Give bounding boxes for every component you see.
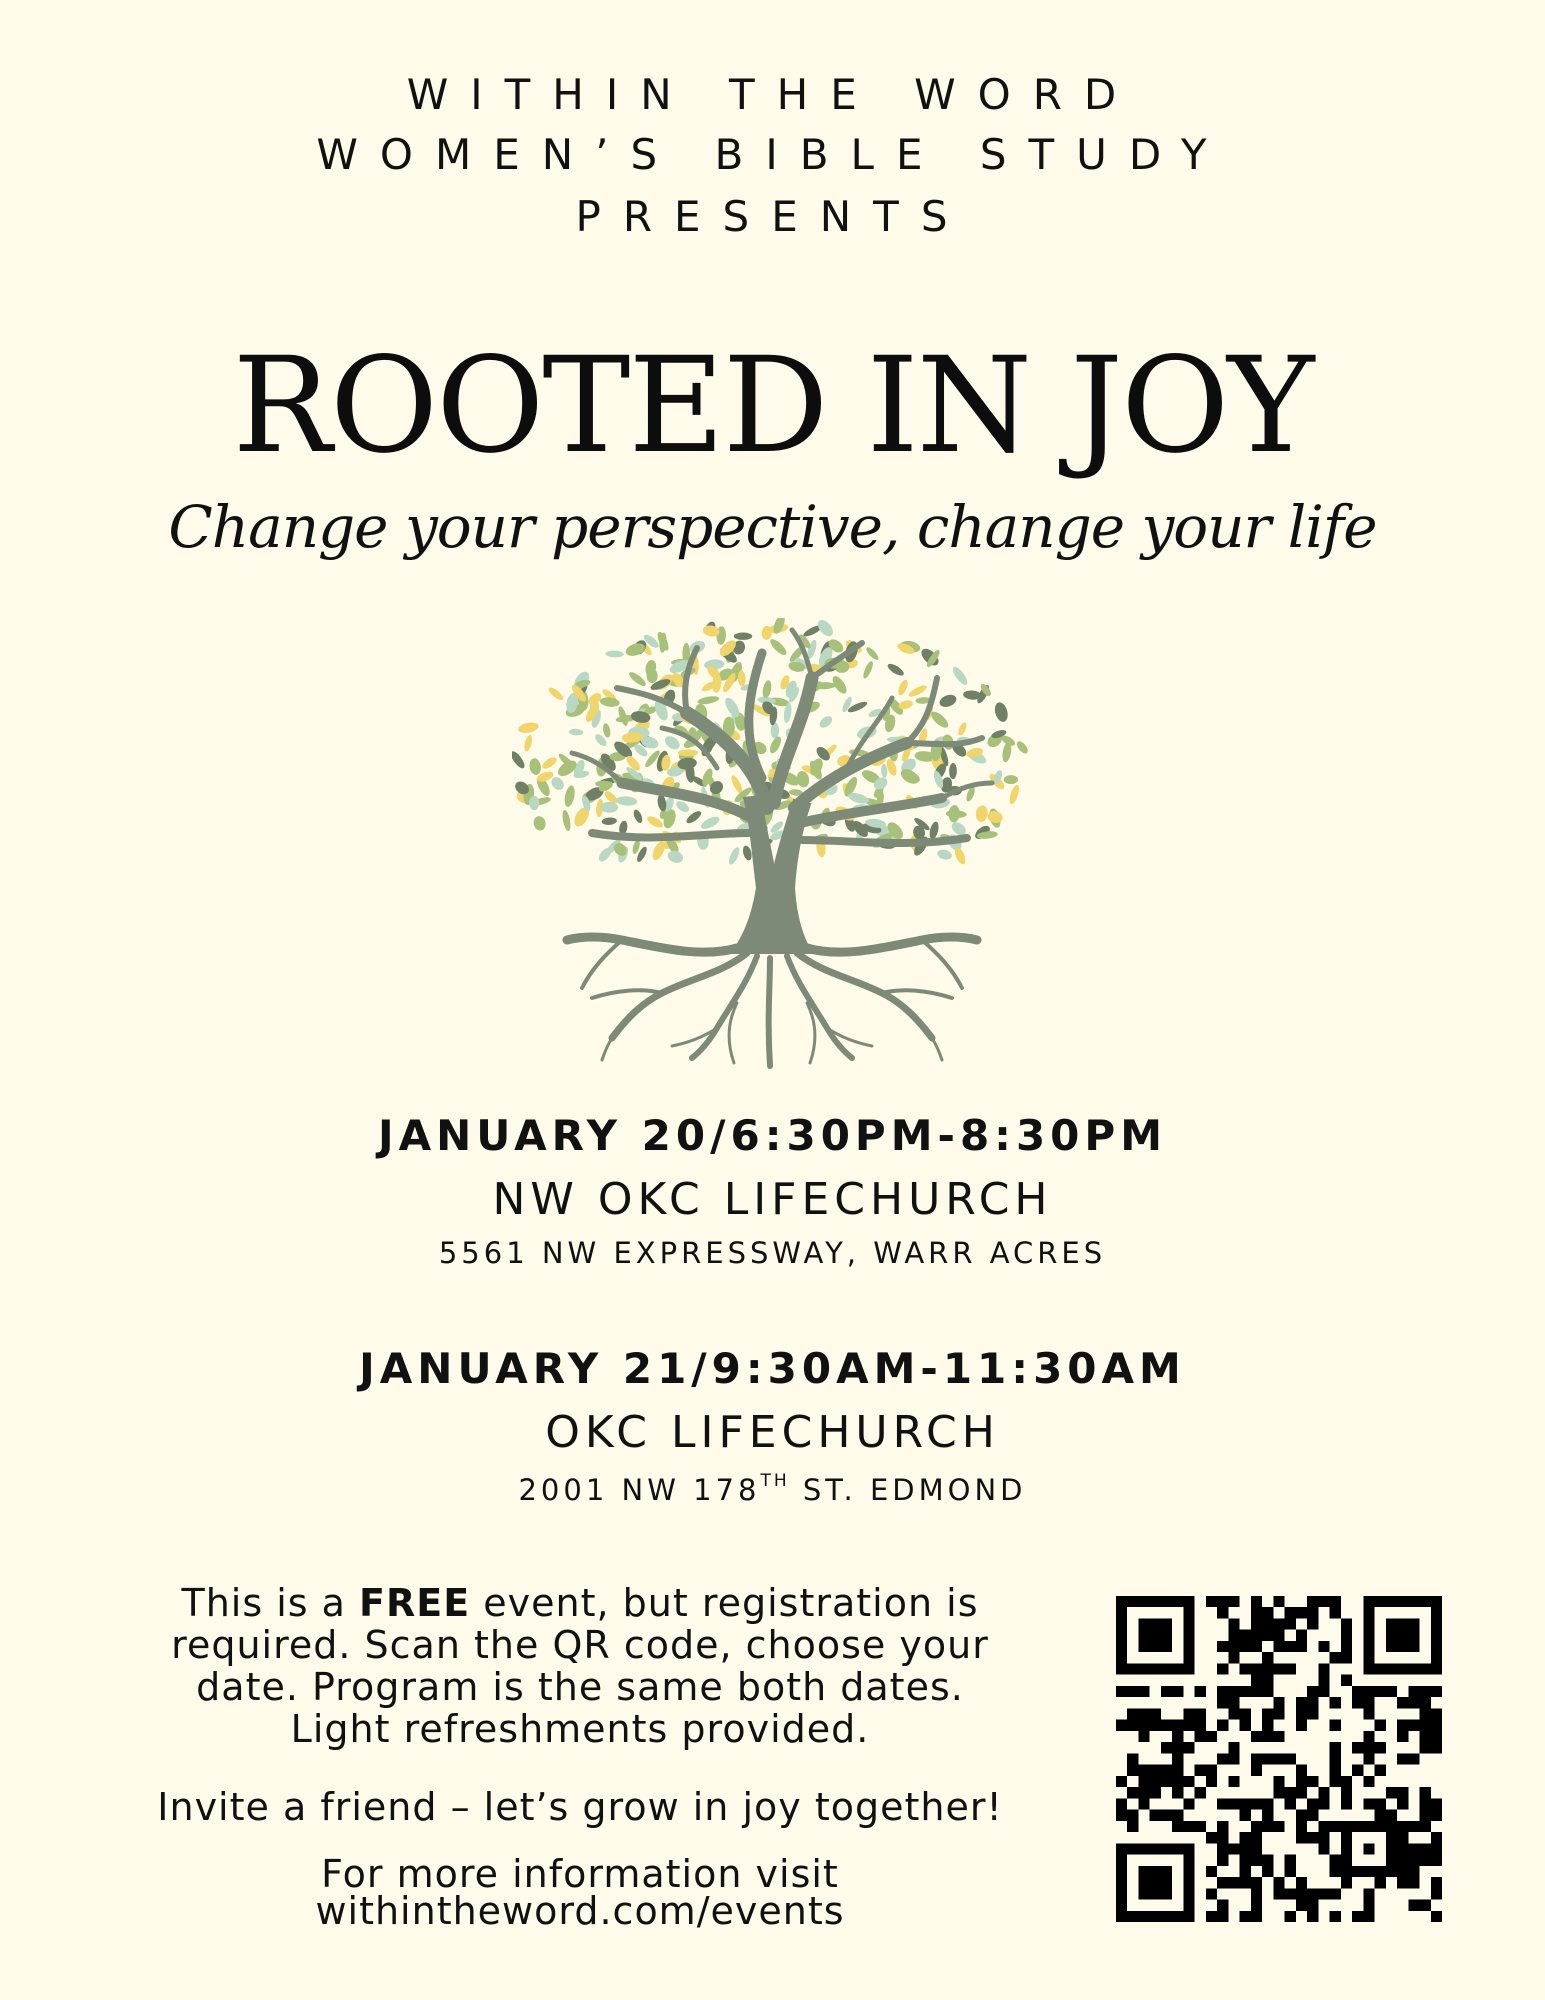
presenter-line-2: WOMEN’S BIBLE STUDY <box>316 130 1229 179</box>
event-1-date-time: JANUARY 20/6:30PM-8:30PM <box>378 1111 1167 1160</box>
tree-leaf <box>678 749 698 756</box>
tree-leaf <box>886 662 906 678</box>
info-line-3: date. Program is the same both dates. <box>196 1665 964 1709</box>
qr-code[interactable] <box>1116 1596 1442 1922</box>
tree-leaf <box>605 650 624 657</box>
more-info-line-1: For more information visit <box>321 1852 839 1896</box>
more-info-link[interactable]: withintheword.com/events <box>315 1889 845 1933</box>
tree-leaf <box>734 633 752 640</box>
tree-leaf <box>949 763 957 779</box>
tree-leaf <box>907 683 928 698</box>
tree-leaf <box>950 665 969 687</box>
tree-leaf <box>632 808 644 824</box>
tree-leaf <box>768 637 789 657</box>
tree-leaf <box>627 670 648 688</box>
tree-leaf <box>699 814 721 831</box>
tree-leaf <box>517 721 539 735</box>
info-text: event, but registration is <box>470 1581 979 1625</box>
tree-leaf <box>666 849 685 865</box>
tree-leaf <box>601 817 617 826</box>
tree-leaf <box>561 809 572 831</box>
tree-leaf <box>662 734 682 753</box>
tree-leaf <box>616 795 638 806</box>
tree-of-life-icon <box>512 618 1032 1070</box>
tree-leaf <box>528 757 542 775</box>
info-text: This is a <box>181 1581 360 1625</box>
tree-leaf <box>975 805 989 823</box>
tree-leaf <box>864 646 880 662</box>
tree-leaf <box>529 796 539 811</box>
tree-leaf <box>523 734 533 752</box>
event-2-address <box>0 1473 1545 1505</box>
tree-leaf <box>727 846 742 866</box>
info-line-1 <box>80 1582 1080 1624</box>
event-2-address-pre: 2001 NW 178 <box>518 1473 761 1507</box>
tree-leaf <box>602 723 612 738</box>
presenter-line-3: PRESENTS <box>575 192 970 241</box>
tree-leaf <box>881 764 888 779</box>
free-label: FREE <box>359 1581 471 1625</box>
tree-leaf <box>512 749 527 770</box>
event-1-venue: NW OKC LIFECHURCH <box>492 1174 1053 1225</box>
info-line-4: Light refreshments provided. <box>290 1707 870 1751</box>
tree-leaf <box>599 696 620 708</box>
tree-leaf <box>938 693 958 710</box>
presenter-line-1: WITHIN THE WORD <box>406 70 1139 119</box>
tree-leaf <box>569 729 584 736</box>
tree-leaf <box>532 815 547 832</box>
event-title: ROOTED IN JOY <box>232 329 1313 483</box>
tree-leaf <box>986 810 1003 825</box>
tree-leaf <box>761 680 772 699</box>
event-2-date-time: JANUARY 21/9:30AM-11:30AM <box>359 1344 1186 1393</box>
tree-leaf <box>993 701 1010 724</box>
tree-leaf <box>896 679 909 697</box>
tree-leaf <box>817 714 834 730</box>
event-2-address-post: ST. EDMOND <box>789 1473 1027 1507</box>
info-line-2: required. Scan the QR code, choose your <box>171 1623 989 1667</box>
tree-leaf <box>540 755 558 771</box>
invite-text: Invite a friend – let’s grow in joy together! <box>157 1785 1003 1829</box>
tree-leaf <box>957 721 968 736</box>
tree-leaf <box>1004 775 1019 784</box>
event-2-venue: OKC LIFECHURCH <box>545 1407 1000 1458</box>
event-2-address-sup: TH <box>760 1471 790 1491</box>
tree-leaf <box>1015 739 1030 755</box>
event-tagline: Change your perspective, change your life <box>168 493 1377 561</box>
tree-leaf <box>936 848 953 861</box>
event-1-address: 5561 NW EXPRESSWAY, WARR ACRES <box>438 1236 1107 1270</box>
tree-leaf <box>1008 784 1021 805</box>
tree-leaf <box>563 785 577 808</box>
tree-leaf <box>547 686 565 703</box>
tree-leaf <box>861 660 874 680</box>
tree-leaf <box>928 821 940 840</box>
